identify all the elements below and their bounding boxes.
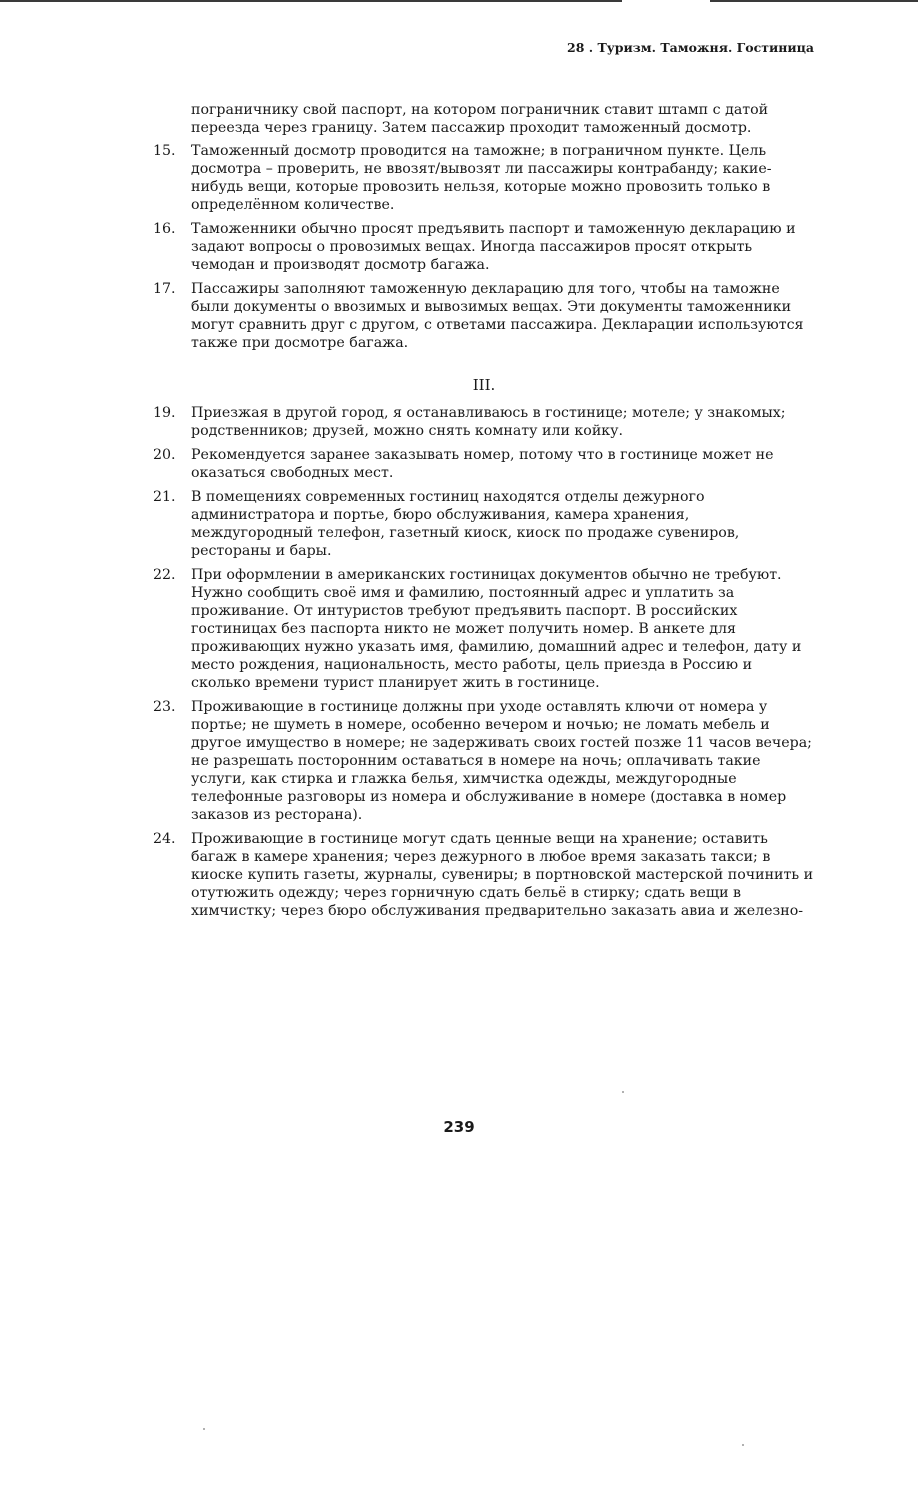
item-number: 15. [153,143,176,159]
item-text: Пассажиры заполняют таможенную декларацию для того, чтобы на таможне были документы о ввозимых и вывозимых вещах. Эти документы таможенники могут сравнить друг с другом, с ответами пассажира. Декларации используются также при досмотре багажа. [191,281,804,351]
item-number: 24. [153,831,176,847]
running-head: 28 . Туризм. Таможня. Гостиница [567,40,814,55]
scan-edge-line-right [710,0,918,2]
item-number: 17. [153,281,176,297]
item-number: 23. [153,699,176,715]
page-body [153,101,815,926]
item-text: Таможенники обычно просят предъявить паспорт и таможенную декларацию и задают вопросы о провозимых вещах. Иногда пассажиров просят открыть чемодан и производят досмотр багажа. [191,221,796,273]
item-text: Проживающие в гостинице могут сдать ценные вещи на хранение; оставить багаж в камере хранения; через дежурного в любое время заказать такси; в киоске купить газеты, журналы, сувениры; в портновской мастерской починить и отутюжить одежду; через горничную сдать бельё в стирку; сдать вещи в химчистку; через бюро обслуживания предварительно заказать авиа и железно- [191,831,814,919]
item-number: 21. [153,489,176,505]
item-text: При оформлении в американских гостиницах документов обычно не требуют. Нужно сообщить своё имя и фамилию, постоянный адрес и уплатить за проживание. От интуристов требуют предъявить паспорт. В российских гостиницах без паспорта никто не может получить номер. В анкете для проживающих нужно указать имя, фамилию, домашний адрес и телефон, дату и место рождения, национальность, место работы, цель приезда в Россию и сколько времени турист планирует жить в гостинице. [191,567,802,691]
scan-speck [203,1428,205,1430]
continued-paragraph: пограничнику свой паспорт, на котором пограничник ставит штамп с датой переезда через границу. Затем пассажир проходит таможенный досмотр. [191,102,769,136]
item-number: 19. [153,405,176,421]
item-number: 20. [153,447,176,463]
page-number: 239 [443,1118,475,1136]
item-number: 22. [153,567,176,583]
list-item-17 [153,280,815,352]
section-heading: III. [472,376,496,394]
scan-speck [742,1444,744,1446]
list-item-20 [153,446,815,482]
list-item-19 [153,404,815,440]
list-item-23 [153,698,815,824]
list-item-21 [153,488,815,560]
item-text: Рекомендуется заранее заказывать номер, потому что в гостинице может не оказаться свободных мест. [191,447,774,481]
scan-edge-line-left [0,0,622,2]
list-item-24 [153,830,815,920]
list-item-15 [153,142,815,214]
item-text: Проживающие в гостинице должны при уходе оставлять ключи от номера у портье; не шуметь в номере, особенно вечером и ночью; не ломать мебель и другое имущество в номере; не задерживать своих гостей позже 11 часов вечера; не разрешать посторонним оставаться в номере на ночь; оплачивать такие услуги, как стирка и глажка белья, химчистка одежды, междугородные телефонные разговоры из номера и обслуживание в номере (доставка в номер заказов из ресторана). [191,699,812,823]
list-item-22 [153,566,815,692]
item-text: Таможенный досмотр проводится на таможне; в пограничном пункте. Цель досмотра – проверить, не ввозят/вывозят ли пассажиры контрабанду; какие-нибудь вещи, которые провозить нельзя, которые можно провозить только в определённом количестве. [191,143,772,213]
item-text: Приезжая в другой город, я останавливаюсь в гостинице; мотеле; у знакомых; родственников; друзей, можно снять комнату или койку. [191,405,786,439]
scan-speck [622,1091,624,1093]
item-number: 16. [153,221,176,237]
list-item-16 [153,220,815,274]
item-text: В помещениях современных гостиниц находятся отделы дежурного администратора и портье, бюро обслуживания, камера хранения, междугородный телефон, газетный киоск, киоск по продаже сувениров, рестораны и бары. [191,489,740,559]
